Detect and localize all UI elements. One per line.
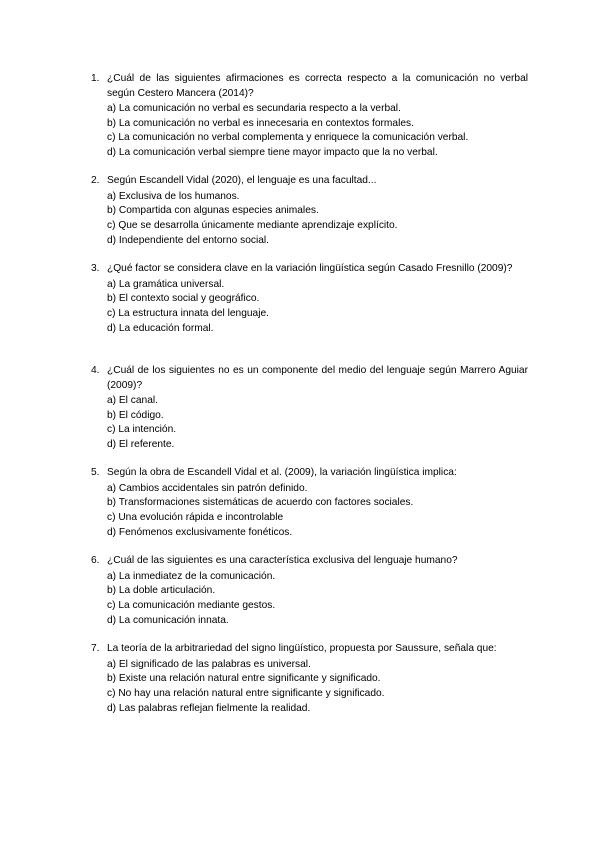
options-list <box>107 570 528 629</box>
option-d: d) El referente. <box>107 439 175 451</box>
question-7 <box>91 642 528 716</box>
question-6 <box>91 554 528 628</box>
options-list <box>107 190 528 249</box>
option-b: b) El contexto social y geográfico. <box>107 293 260 305</box>
option-b: b) El código. <box>107 409 164 421</box>
options-list <box>107 658 528 717</box>
question-text: ¿Cuál de los siguientes no es un componente del medio del lenguaje según Marrero Aguiar (2009)? <box>107 365 528 391</box>
option-d: d) La comunicación verbal siempre tiene mayor impacto que la no verbal. <box>107 147 438 159</box>
question-number: 5. <box>91 467 100 478</box>
question-text: Según Escandell Vidal (2020), el lenguaje es una facultad... <box>107 175 377 186</box>
option-a: a) La comunicación no verbal es secundaria respecto a la verbal. <box>107 103 401 114</box>
question-number: 7. <box>91 643 100 654</box>
question-3 <box>91 262 528 336</box>
option-c: c) Que se desarrolla únicamente mediante aprendizaje explícito. <box>107 219 398 231</box>
option-c: c) La comunicación no verbal complementa y enriquece la comunicación verbal. <box>107 132 469 144</box>
question-number: 6. <box>91 555 100 566</box>
question-number: 2. <box>91 175 100 186</box>
option-b: b) La doble articulación. <box>107 585 216 597</box>
option-b: b) Transformaciones sistemáticas de acuerdo con factores sociales. <box>107 497 414 509</box>
option-d: d) Las palabras reflejan fielmente la realidad. <box>107 702 311 714</box>
option-b: b) Compartida con algunas especies animales. <box>107 205 319 217</box>
question-2 <box>91 174 528 248</box>
question-text: ¿Qué factor se considera clave en la variación lingüística según Casado Fresnillo (2009)? <box>107 263 513 274</box>
options-list <box>107 482 528 541</box>
option-b: b) Existe una relación natural entre significante y significado. <box>107 673 381 685</box>
option-d: d) Independiente del entorno social. <box>107 234 269 246</box>
option-c: c) La comunicación mediante gestos. <box>107 599 276 611</box>
question-number: 4. <box>91 365 100 376</box>
option-c: c) Una evolución rápida e incontrolable <box>107 511 284 523</box>
question-number: 3. <box>91 263 100 274</box>
option-a: a) El canal. <box>107 395 158 406</box>
question-text: Según la obra de Escandell Vidal et al. (2009), la variación lingüística implica: <box>107 467 457 478</box>
question-text: La teoría de la arbitrariedad del signo lingüístico, propuesta por Saussure, señala que: <box>107 643 497 654</box>
option-c: c) La intención. <box>107 424 177 436</box>
question-text: ¿Cuál de las siguientes es una característica exclusiva del lenguaje humano? <box>107 555 458 566</box>
question-5 <box>91 466 528 540</box>
option-c: c) No hay una relación natural entre significante y significado. <box>107 687 385 699</box>
option-c: c) La estructura innata del lenguaje. <box>107 307 269 319</box>
question-text: ¿Cuál de las siguientes afirmaciones es correcta respecto a la comunicación no verbal según Cestero Mancera (2014)? <box>107 73 528 99</box>
option-d: d) Fenómenos exclusivamente fonéticos. <box>107 526 293 538</box>
option-a: a) La gramática universal. <box>107 278 225 290</box>
option-a: a) La inmediatez de la comunicación. <box>107 570 276 582</box>
option-a: a) El significado de las palabras es universal. <box>107 658 311 670</box>
options-list <box>107 394 528 453</box>
question-1 <box>91 72 528 161</box>
option-a: a) Exclusiva de los humanos. <box>107 190 240 202</box>
option-b: b) La comunicación no verbal es innecesaria en contextos formales. <box>107 117 414 129</box>
options-list <box>107 278 528 337</box>
question-number: 1. <box>91 73 100 84</box>
option-d: d) La educación formal. <box>107 322 214 334</box>
options-list <box>107 102 528 161</box>
option-d: d) La comunicación innata. <box>107 614 229 626</box>
question-4 <box>91 364 528 453</box>
option-a: a) Cambios accidentales sin patrón definido. <box>107 482 308 494</box>
